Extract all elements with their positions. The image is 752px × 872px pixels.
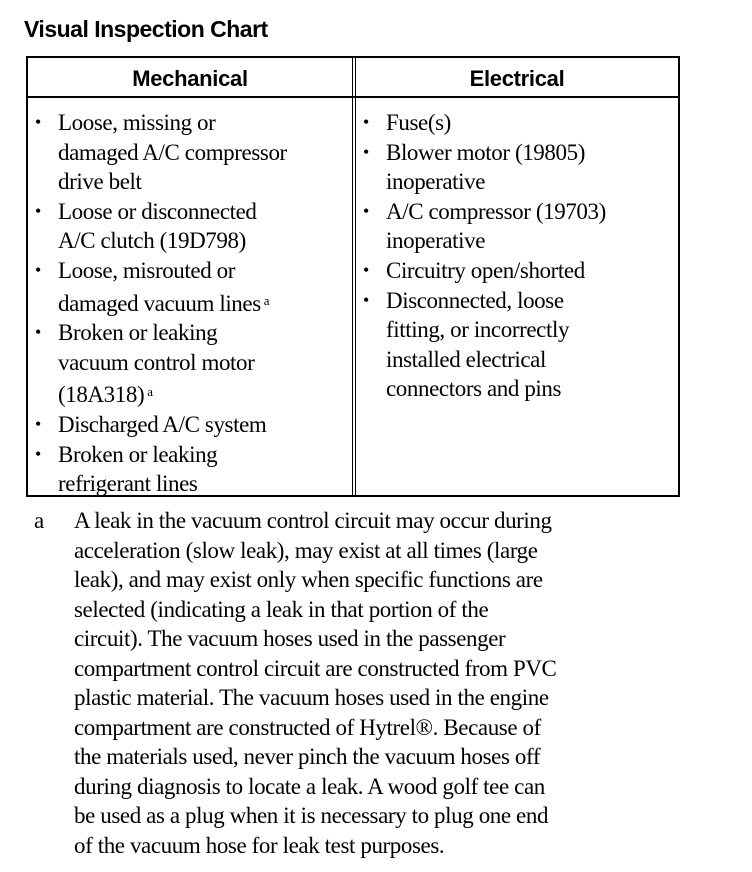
mechanical-list bbox=[28, 108, 352, 499]
bullet-icon: • bbox=[35, 112, 41, 132]
footnote-line: A leak in the vacuum control circuit may occur during bbox=[74, 508, 552, 533]
bullet-icon: • bbox=[35, 259, 41, 280]
electrical-item bbox=[356, 138, 678, 197]
bullet-icon: • bbox=[363, 112, 369, 132]
footnote-marker: a bbox=[34, 508, 44, 533]
item-text-line: (18A318) $^a$ bbox=[58, 382, 153, 408]
footnote-line: during diagnosis to locate a leak. A wood golf tee can bbox=[74, 773, 545, 799]
item-text-line: vacuum control motor bbox=[58, 349, 255, 375]
bullet-icon: • bbox=[363, 259, 369, 280]
item-text-line: inoperative bbox=[386, 228, 486, 254]
electrical-list bbox=[356, 108, 678, 404]
item-text-line: fitting, or incorrectly bbox=[386, 317, 570, 343]
item-text-line: Discharged A/C system bbox=[58, 411, 267, 437]
electrical-item bbox=[356, 286, 678, 404]
footnote-text bbox=[74, 506, 710, 860]
item-text-line: connectors and pins bbox=[386, 376, 562, 402]
item-text-line: Broken or leaking bbox=[58, 441, 218, 467]
item-text-line: A/C compressor (19703) bbox=[386, 198, 606, 224]
item-text-line: installed electrical bbox=[386, 346, 546, 372]
bullet-icon: • bbox=[363, 141, 369, 162]
footnote-line: selected (indicating a leak in that portion of the bbox=[74, 596, 489, 622]
footnote-line: be used as a plug when it is necessary to plug one end bbox=[74, 803, 549, 828]
item-text-line: Disconnected, loose bbox=[386, 287, 564, 313]
item-text-line: Broken or leaking bbox=[58, 320, 218, 346]
bullet-icon: • bbox=[35, 200, 41, 221]
item-text-line: damaged vacuum lines $^a$ bbox=[58, 290, 270, 316]
mechanical-item bbox=[28, 197, 352, 256]
item-text-line: Circuitry open/shorted bbox=[386, 257, 585, 283]
header-rule bbox=[28, 96, 678, 98]
chart-title: Visual Inspection Chart bbox=[24, 16, 268, 42]
footnote-line: acceleration (slow leak), may exist at all times (large bbox=[74, 537, 538, 563]
item-text-line: drive belt bbox=[58, 169, 142, 195]
electrical-item bbox=[356, 197, 678, 256]
mechanical-item bbox=[28, 108, 352, 197]
mechanical-item bbox=[28, 256, 352, 318]
footnote-line: of the vacuum hose for leak test purposes. bbox=[74, 832, 445, 858]
item-text-line: damaged A/C compressor bbox=[58, 139, 287, 165]
electrical-header: Electrical bbox=[469, 66, 565, 91]
item-text-line: Fuse(s) bbox=[386, 110, 451, 135]
bullet-icon: • bbox=[35, 413, 41, 434]
item-text-line: inoperative bbox=[386, 169, 486, 195]
bullet-icon: • bbox=[35, 322, 41, 343]
footnote bbox=[30, 506, 710, 860]
item-text-line: Loose, missing or bbox=[58, 110, 216, 135]
bullet-icon: • bbox=[363, 289, 369, 310]
electrical-item bbox=[356, 256, 678, 286]
footnote-line: compartment control circuit are constructed from PVC bbox=[74, 655, 557, 681]
footnote-reference: a bbox=[263, 292, 270, 308]
footnote-reference: a bbox=[147, 384, 153, 400]
item-text-line: Blower motor (19805) bbox=[386, 139, 585, 165]
inspection-table bbox=[26, 56, 680, 497]
mechanical-item bbox=[28, 410, 352, 440]
mechanical-header: Mechanical bbox=[132, 66, 248, 91]
mechanical-item bbox=[28, 318, 352, 410]
bullet-icon: • bbox=[363, 200, 369, 221]
item-text-line: Loose or disconnected bbox=[58, 198, 257, 224]
footnote-line: circuit). The vacuum hoses used in the passenger bbox=[74, 626, 506, 651]
item-text-line: refrigerant lines bbox=[58, 471, 198, 497]
footnote-line: compartment are constructed of Hytrel®. Because of bbox=[74, 714, 541, 740]
item-text-line: A/C clutch (19D798) bbox=[58, 228, 246, 254]
mechanical-item bbox=[28, 440, 352, 499]
footnote-line: plastic material. The vacuum hoses used in the engine bbox=[74, 685, 549, 710]
electrical-item bbox=[356, 108, 678, 138]
bullet-icon: • bbox=[35, 443, 41, 464]
footnote-line: leak), and may exist only when specific functions are bbox=[74, 567, 543, 592]
item-text-line: Loose, misrouted or bbox=[58, 257, 236, 283]
footnote-line: the materials used, never pinch the vacuum hoses off bbox=[74, 744, 541, 769]
